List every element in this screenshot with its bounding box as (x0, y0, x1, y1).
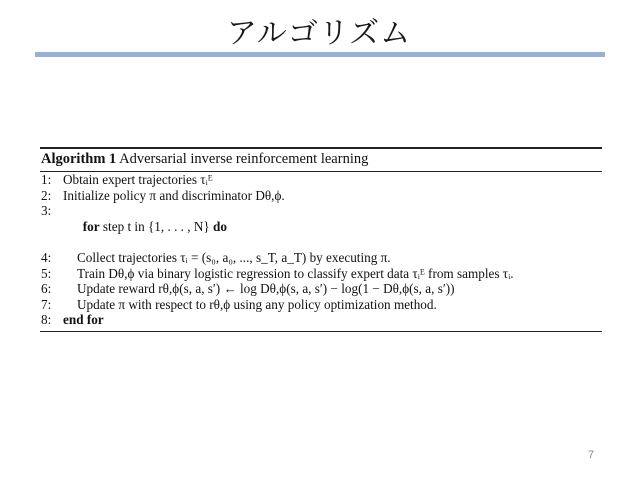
algorithm-box (40, 147, 602, 332)
line-text: Initialize policy π and discriminator Dθ,ϕ. (63, 187, 285, 203)
line-number: 7: (41, 296, 52, 312)
algorithm-line (40, 281, 602, 297)
algorithm-name: Adversarial inverse reinforcement learning (119, 151, 369, 167)
line-number: 2: (41, 187, 52, 203)
keyword-end-for: end for (63, 312, 104, 328)
line-number: 5: (41, 265, 52, 281)
line-text: Update reward rθ,ϕ(s, a, s′) ← log Dθ,ϕ(s, a, s′) − log(1 − Dθ,ϕ(s, a, s′)) (77, 281, 455, 297)
line-text: Obtain expert trajectories τᵢᴱ (63, 172, 213, 187)
page-number: 7 (588, 449, 595, 461)
line-number: 4: (41, 249, 52, 265)
line-text: Collect trajectories τᵢ = (s₀, a₀, ..., s_T, a_T) by executing π. (77, 249, 391, 265)
algorithm-line (40, 250, 602, 266)
algorithm-line (40, 188, 602, 204)
algorithm-line (40, 297, 602, 313)
algorithm-line (40, 203, 602, 250)
algorithm-header (40, 149, 602, 169)
algorithm-bottom-rule (40, 331, 602, 332)
algorithm-line (40, 312, 602, 328)
title-underline (35, 52, 605, 57)
keyword-for: for (82, 218, 100, 234)
line-number: 1: (41, 172, 52, 187)
line-text: Update π with respect to rθ,ϕ using any policy optimization method. (77, 296, 437, 312)
line-number: 8: (41, 312, 52, 328)
algorithm-line (40, 266, 602, 282)
line-number: 6: (41, 281, 52, 297)
line-number: 3: (41, 203, 52, 219)
line-text: Train Dθ,ϕ via binary logistic regression to classify expert data τᵢᴱ from samples τᵢ. (77, 265, 514, 281)
keyword-do: do (213, 218, 227, 234)
algorithm-line (40, 172, 602, 188)
slide-title: アルゴリズム (226, 16, 412, 51)
algorithm-label: Algorithm 1 (41, 151, 117, 167)
line-text: step t in {1, . . . , N} (99, 218, 214, 234)
